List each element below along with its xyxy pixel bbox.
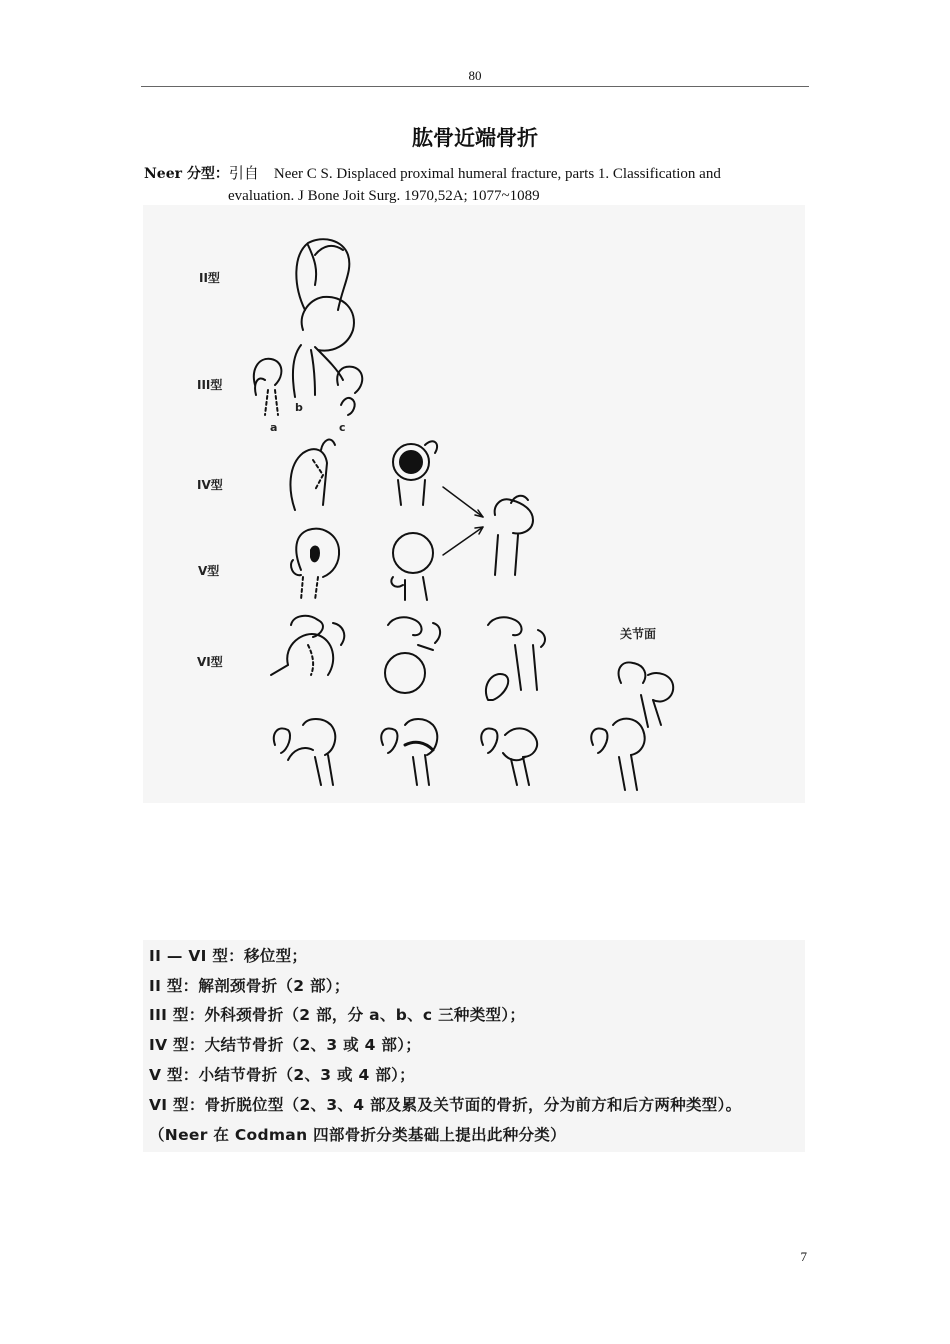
header-rule	[141, 86, 809, 87]
note-line-1: II — VI 型：移位型；	[149, 947, 308, 965]
neer-classification-figure	[143, 205, 805, 803]
type-v-humerus-drawing	[291, 496, 533, 600]
note-line-3: III 型：外科颈骨折（2 部，分 a、b、c 三种类型）；	[149, 1006, 526, 1024]
type-v-label: V型	[198, 564, 220, 578]
header-page-number: 80	[468, 68, 482, 83]
type-iv-label: IV型	[197, 478, 223, 492]
page-title: 肱骨近端骨折	[412, 126, 538, 150]
note-line-4: IV 型：大结节骨折（2、3 或 4 部）；	[149, 1036, 422, 1054]
type-vi-label: VI型	[197, 655, 223, 669]
type-vi-row1-drawing	[271, 616, 673, 727]
citation-line-1: 引自 Neer C S. Displaced proximal humeral fracture, parts 1. Classification and	[228, 166, 721, 182]
sub-label-b: b	[295, 401, 303, 414]
citation	[144, 163, 794, 207]
type-iii-humerus-drawing	[254, 297, 362, 415]
type-ii-label: II型	[199, 271, 220, 285]
sub-label-a: a	[270, 421, 278, 434]
footer-page-number: 7	[800, 1249, 807, 1264]
classification-notes	[143, 940, 805, 1152]
note-line-6: VI 型：骨折脱位型（2、3、4 部及累及关节面的骨折，分为前方和后方两种类型）。	[149, 1096, 742, 1114]
note-line-2: II 型：解剖颈骨折（2 部）；	[149, 977, 350, 995]
sub-label-c: c	[339, 421, 346, 434]
note-line-5: V 型：小结节骨折（2、3 或 4 部）；	[149, 1066, 415, 1084]
citation-line-2: evaluation. J Bone Joit Surg. 1970,52A; 1077~1089	[228, 188, 540, 204]
type-iv-humerus-drawing	[290, 440, 483, 517]
citation-lead: Neer 分型：	[144, 166, 229, 182]
type-vi-row2-drawing	[274, 719, 645, 790]
note-line-7: （Neer 在 Codman 四部骨折分类基础上提出此种分类）	[149, 1126, 566, 1144]
articular-surface-label: 关节面	[620, 627, 657, 641]
type-iii-label: III型	[197, 378, 223, 392]
figure-drawing	[143, 205, 805, 803]
